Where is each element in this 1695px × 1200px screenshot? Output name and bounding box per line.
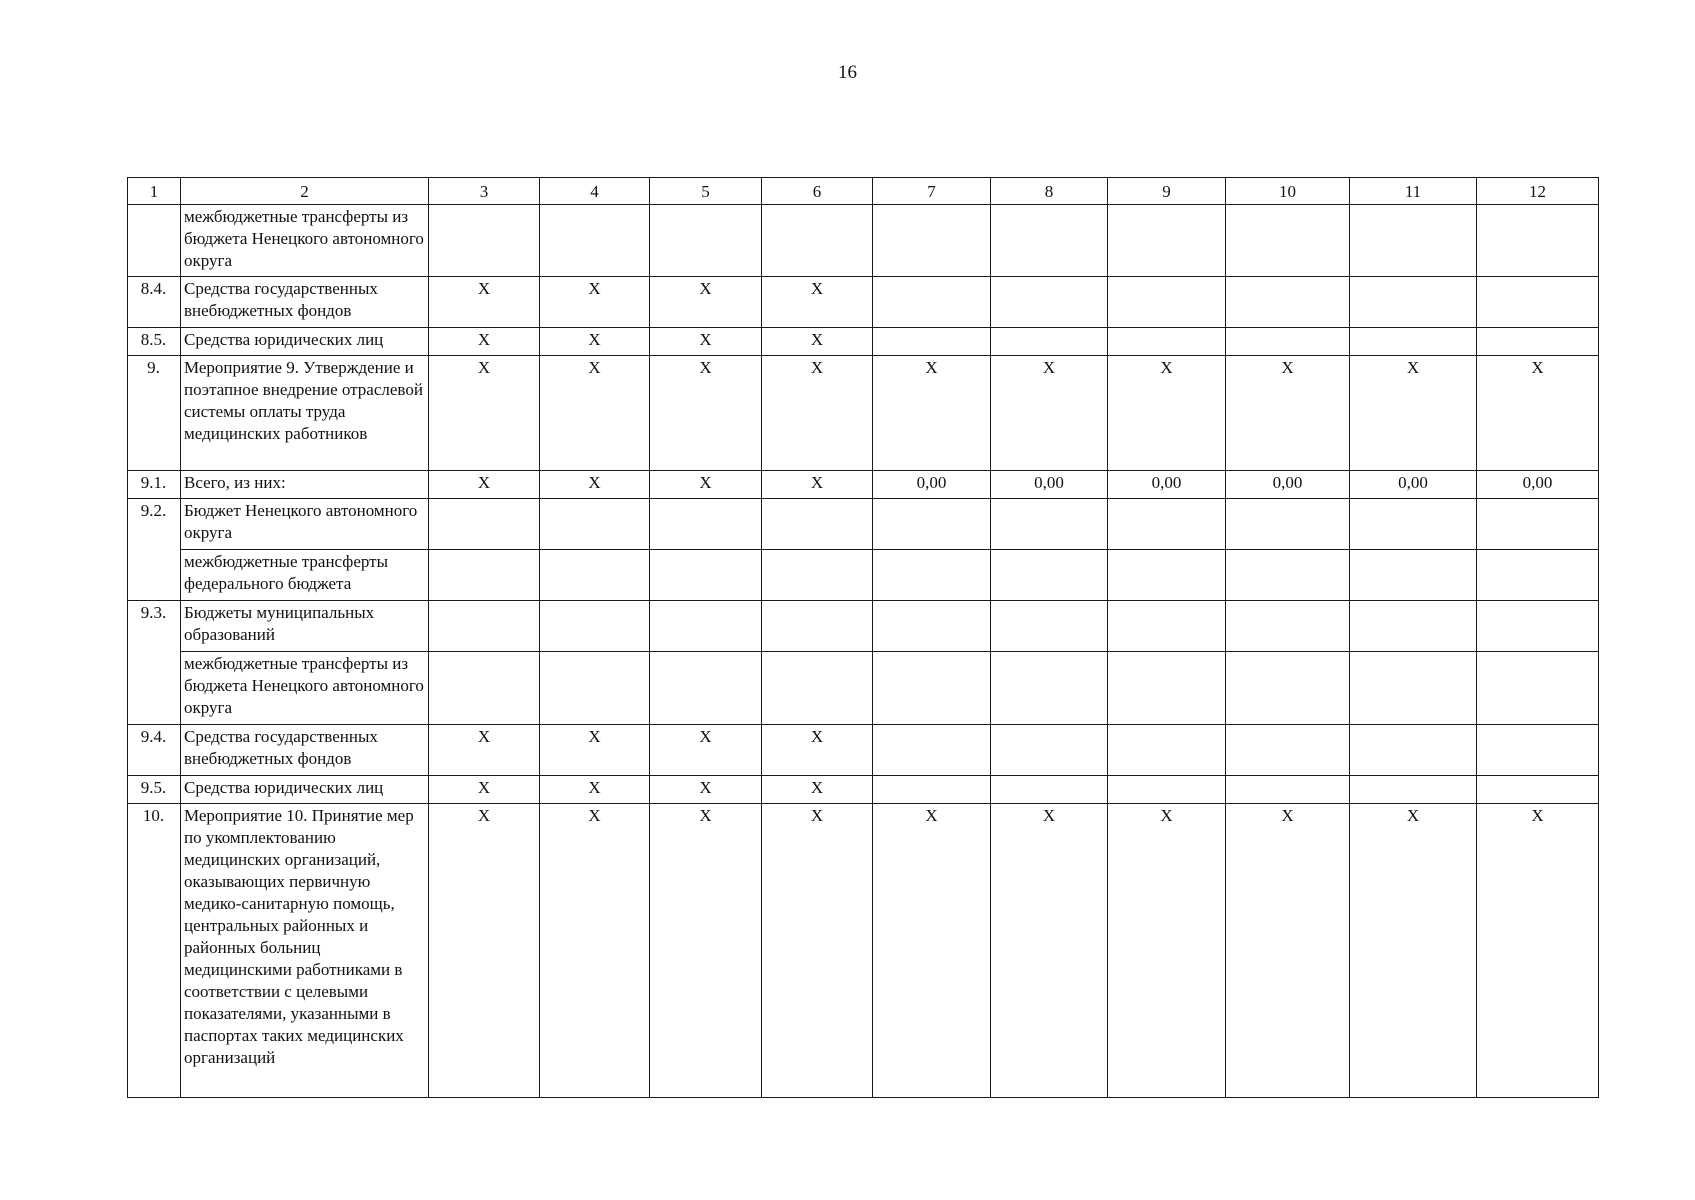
table-cell [991,776,1108,804]
table-cell: Х [540,356,650,471]
table-cell: Х [1226,356,1350,471]
table-cell [991,205,1108,277]
table-cell [1477,601,1599,652]
row-number: 9.3. [128,601,181,725]
table-cell: Х [1477,356,1599,471]
row-name: межбюджетные трансферты федерального бюджета [181,550,429,601]
table-cell: Х [991,356,1108,471]
row-number: 9. [128,356,181,471]
table-cell: 0,00 [1477,471,1599,499]
table-row [128,652,1599,725]
table-cell: 0,00 [1350,471,1477,499]
table-cell [991,550,1108,601]
table-cell [1108,776,1226,804]
table-cell: Х [540,328,650,356]
table-cell [991,725,1108,776]
table-cell [873,328,991,356]
table-row [128,471,1599,499]
table-cell [991,328,1108,356]
table-cell [1226,205,1350,277]
table-cell: Х [1226,804,1350,1098]
table-cell: Х [429,776,540,804]
table-cell [873,499,991,550]
row-name: Всего, из них: [181,471,429,499]
table-cell [1226,328,1350,356]
table-header-row [128,178,1599,205]
table-cell: Х [762,776,873,804]
table-cell [991,499,1108,550]
table-cell [873,277,991,328]
table-cell: Х [1350,804,1477,1098]
table-cell [429,499,540,550]
table-cell: Х [429,356,540,471]
table-cell [762,652,873,725]
column-header: 7 [873,178,991,205]
table-cell [1226,550,1350,601]
table-row [128,499,1599,550]
table-cell: Х [762,277,873,328]
table-cell: Х [650,776,762,804]
table-cell [873,205,991,277]
table-cell [429,601,540,652]
table-cell [1477,499,1599,550]
table-cell: Х [429,804,540,1098]
table-cell: 0,00 [991,471,1108,499]
table-cell [1477,776,1599,804]
table-cell [1108,277,1226,328]
budget-table [127,177,1599,1098]
table-cell: Х [762,356,873,471]
table-row [128,356,1599,471]
column-header: 8 [991,178,1108,205]
table-cell [540,652,650,725]
table-cell [1108,205,1226,277]
table-cell [1350,205,1477,277]
table-cell [1350,550,1477,601]
table-cell [540,601,650,652]
row-name: Бюджет Ненецкого автономного округа [181,499,429,550]
table-cell [1108,601,1226,652]
table-cell [1108,550,1226,601]
table-cell: Х [650,725,762,776]
column-header: 1 [128,178,181,205]
table-cell [1477,725,1599,776]
table-cell: Х [1477,804,1599,1098]
table-cell: Х [540,277,650,328]
row-number [128,205,181,277]
table-row [128,776,1599,804]
row-number: 8.5. [128,328,181,356]
table-cell: Х [762,725,873,776]
table-row [128,205,1599,277]
row-name: Средства государственных внебюджетных фондов [181,277,429,328]
table-cell [1477,277,1599,328]
table-cell [762,550,873,601]
column-header: 11 [1350,178,1477,205]
row-name: Бюджеты муниципальных образований [181,601,429,652]
table-cell: Х [762,328,873,356]
table-cell [429,550,540,601]
table-cell: Х [429,328,540,356]
table-cell: Х [429,277,540,328]
table-cell [762,205,873,277]
table-row [128,804,1599,1098]
row-number: 9.2. [128,499,181,601]
table-cell [991,601,1108,652]
table-cell [1226,277,1350,328]
column-header: 10 [1226,178,1350,205]
table-cell [1226,725,1350,776]
row-number: 8.4. [128,277,181,328]
table-cell: Х [650,277,762,328]
row-name: Средства юридических лиц [181,328,429,356]
table-cell: Х [540,725,650,776]
column-header: 2 [181,178,429,205]
table-cell [540,550,650,601]
table-cell [1108,328,1226,356]
table-cell [1350,652,1477,725]
table-row [128,725,1599,776]
table-cell: Х [1350,356,1477,471]
table-cell: Х [429,471,540,499]
table-cell: Х [873,804,991,1098]
table-cell [991,652,1108,725]
table-cell [1108,652,1226,725]
table-cell [1477,550,1599,601]
table-cell [1350,601,1477,652]
table-cell [1477,328,1599,356]
table-cell [1226,776,1350,804]
table-cell [650,550,762,601]
table-cell [540,499,650,550]
table-cell [1350,277,1477,328]
table-cell [1226,601,1350,652]
page-number: 16 [838,62,857,83]
column-header: 6 [762,178,873,205]
row-number: 9.1. [128,471,181,499]
table-cell [650,205,762,277]
table-cell [1350,725,1477,776]
table-cell [650,652,762,725]
table-cell [762,601,873,652]
table-cell: Х [1108,356,1226,471]
table-cell: 0,00 [1226,471,1350,499]
table-cell: Х [650,471,762,499]
row-number: 10. [128,804,181,1098]
table-cell [1350,328,1477,356]
table-cell [873,601,991,652]
column-header: 4 [540,178,650,205]
table-cell [1226,652,1350,725]
table-cell [1350,499,1477,550]
row-number: 9.4. [128,725,181,776]
table-cell: Х [650,356,762,471]
table-row [128,328,1599,356]
table-cell [1226,499,1350,550]
row-name: межбюджетные трансферты из бюджета Ненецкого автономного округа [181,652,429,725]
column-header: 3 [429,178,540,205]
table-cell: Х [762,471,873,499]
table-cell [873,550,991,601]
column-header: 12 [1477,178,1599,205]
table-cell [762,499,873,550]
table-cell: Х [873,356,991,471]
row-name: Мероприятие 9. Утверждение и поэтапное внедрение отраслевой системы оплаты труда медицинских работников [181,356,429,471]
table-cell: Х [540,804,650,1098]
table-cell [991,277,1108,328]
row-name: Средства юридических лиц [181,776,429,804]
column-header: 5 [650,178,762,205]
table-cell: Х [991,804,1108,1098]
table-cell [429,205,540,277]
table-cell [1350,776,1477,804]
row-name: Мероприятие 10. Принятие мер по укомплектованию медицинских организаций, оказывающих первичную медико-санитарную помощь, центральных районных и районных больниц медицинскими работниками в соответствии с целевыми показателями, указанными в паспортах таких медицинских организаций [181,804,429,1098]
table-cell: Х [540,776,650,804]
table-cell: Х [429,725,540,776]
table-cell [650,601,762,652]
table-cell [1108,499,1226,550]
row-number: 9.5. [128,776,181,804]
table-cell: 0,00 [873,471,991,499]
table-cell [429,652,540,725]
row-name: Средства государственных внебюджетных фондов [181,725,429,776]
table-row [128,601,1599,652]
table-cell [873,725,991,776]
row-name: межбюджетные трансферты из бюджета Ненецкого автономного округа [181,205,429,277]
table-cell: Х [650,804,762,1098]
table-cell: 0,00 [1108,471,1226,499]
table-cell [873,776,991,804]
table-cell [873,652,991,725]
table-cell: Х [1108,804,1226,1098]
table-cell [1477,205,1599,277]
table-cell [540,205,650,277]
table-cell: Х [762,804,873,1098]
table-row [128,550,1599,601]
table-cell: Х [650,328,762,356]
table-cell: Х [540,471,650,499]
table-cell [650,499,762,550]
column-header: 9 [1108,178,1226,205]
table-cell [1108,725,1226,776]
table-cell [1477,652,1599,725]
table-row [128,277,1599,328]
